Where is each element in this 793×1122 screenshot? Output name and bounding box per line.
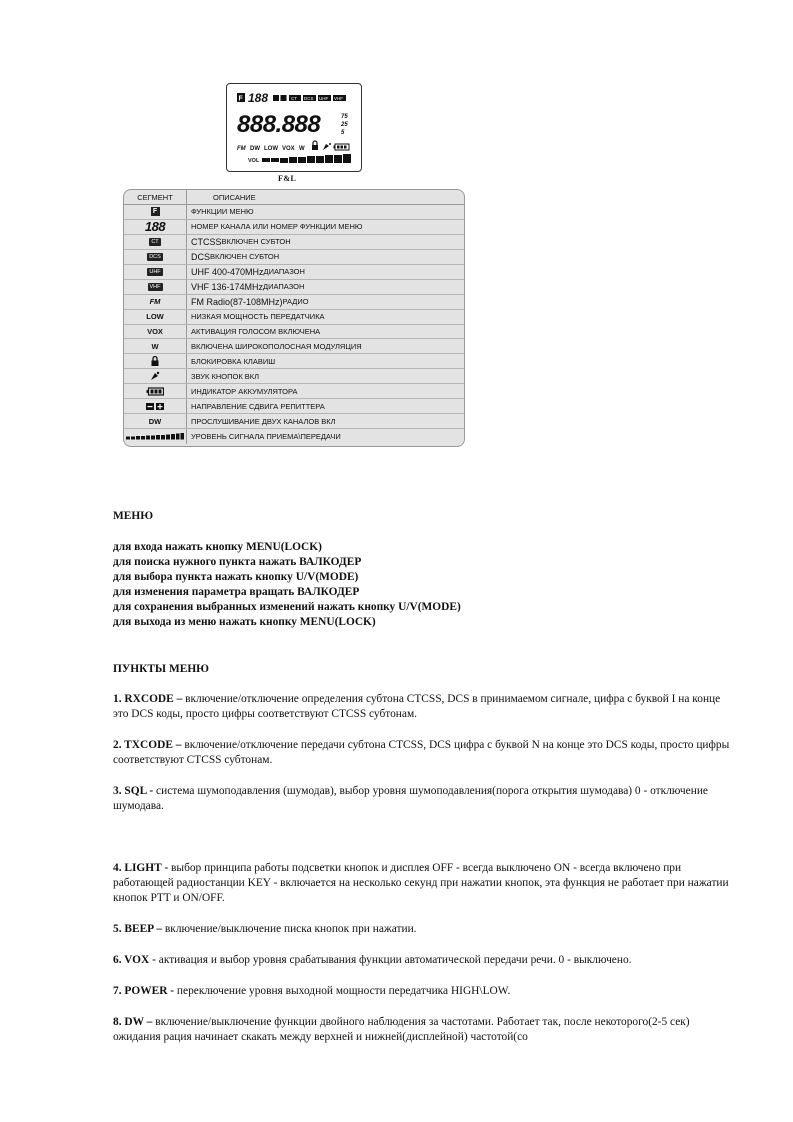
shift-icon (145, 402, 165, 411)
svg-text:75: 75 (341, 114, 348, 120)
menu-step: для сохранения выбранных изменений нажать кнопку U/V(MODE) (113, 601, 461, 613)
menu-step: для выбора пункта нажать кнопку U/V(MODE) (113, 571, 359, 583)
beep-icon (150, 371, 160, 381)
menu-item-txcode: 2. TXCODE – включение/отключение передачи субтона CTCSS, DCS цифра с буквой N на конце это DCS коды, просто цифры соответствуют CTCSS субтонам. (113, 739, 730, 766)
menu-items-title: ПУНКТЫ МЕНЮ (113, 663, 210, 675)
menu-item-dw: 8. DW – включение/выключение функции двойного наблюдения за частотами. Работает так, после некоторого(2-5 сек) ожидания рация начинает скакать между верхней и нижней(дисплейной) частотой(со (113, 1016, 690, 1043)
menu-item-beep: 5. BEEP – включение/выключение писка кнопок при нажатии. (113, 923, 417, 935)
svg-text:UHF: UHF (319, 96, 329, 101)
menu-title: МЕНЮ (113, 510, 154, 522)
table-row: LOW НИЗКАЯ МОЩНОСТЬ ПЕРЕДАТЧИКА (124, 310, 464, 325)
low-symbol: LOW (146, 312, 164, 322)
table-row: ЗВУК КНОПОК ВКЛ (124, 369, 464, 384)
table-row: VHF VHF 136-174MHz ДИАПАЗОН (124, 280, 464, 295)
svg-text:DCS: DCS (304, 96, 314, 101)
lcd-f-letter: F (238, 95, 243, 103)
menu-item-vox: 6. VOX - активация и выбор уровня срабатывания функции автоматической передачи речи. 0 - выключено. (113, 954, 632, 966)
table-row: 188 НОМЕР КАНАЛА ИЛИ НОМЕР ФУНКЦИИ МЕНЮ (124, 220, 464, 235)
segment-table (123, 189, 465, 447)
menu-item-light: 4. LIGHT - выбор принципа работы подсветки кнопок и дисплея OFF - всегда выключено ON - всегда включено при работающей радиостанции KEY - включается на несколько секунд при нажатии кнопок, эта функция не работает при нажатии кнопок PTT и ON/OFF. (113, 862, 729, 904)
svg-text:CT: CT (291, 96, 297, 101)
beep-icon (323, 143, 331, 150)
vhf-badge: VHF (149, 283, 161, 290)
fm-symbol: FM (149, 297, 161, 307)
table-row: ИНДИКАТОР АККУМУЛЯТОРА (124, 384, 464, 399)
ct-badge: CT (151, 238, 159, 245)
signal-bar-icon (262, 154, 351, 163)
table-row: УРОВЕНЬ СИГНАЛА ПРИЕМА\ПЕРЕДАЧИ (124, 429, 464, 444)
brand-logo: F&L (278, 174, 297, 183)
dw-symbol: DW (148, 416, 162, 426)
header-description: ОПИСАНИЕ (213, 192, 256, 202)
menu-step: для поиска нужного пункта нажать ВАЛКОДЕР (113, 556, 362, 568)
battery-icon (146, 387, 164, 396)
lcd-segments-graphic (227, 84, 361, 171)
menu-step: для выхода из меню нажать кнопку MENU(LOCK) (113, 616, 376, 628)
table-row: НАПРАВЛЕНИЕ СДВИГА РЕПИТТЕРА (124, 399, 464, 414)
menu-item-sql: 3. SQL - система шумоподавления (шумодав), выбор уровня шумоподавления(порога открытия шумодава) 0 - отключение шумодава. (113, 785, 708, 812)
function-f-icon: F (151, 207, 160, 216)
lcd-channel-digits: 188 (248, 91, 269, 105)
svg-text:LOW: LOW (264, 146, 278, 152)
minus-shift-icon (273, 95, 279, 101)
table-row: DCS DCS ВКЛЮЧЕН СУБТОН (124, 250, 464, 265)
svg-text:25: 25 (341, 122, 348, 128)
svg-text:W: W (299, 146, 305, 152)
menu-step: для изменения параметра вращать ВАЛКОДЕР (113, 586, 360, 598)
menu-item-power: 7. POWER - переключение уровня выходной мощности передатчика HIGH\LOW. (113, 985, 511, 997)
svg-text:5: 5 (341, 130, 345, 136)
table-row: VOX АКТИВАЦИЯ ГОЛОСОМ ВКЛЮЧЕНА (124, 325, 464, 340)
lock-icon (150, 356, 160, 366)
signal-bar-icon (126, 433, 184, 441)
plus-shift-icon (281, 95, 287, 101)
lcd-display-illustration (226, 83, 362, 172)
svg-text:VOL: VOL (248, 158, 260, 164)
wide-symbol: W (151, 341, 159, 351)
table-row: DW ПРОСЛУШИВАНИЕ ДВУХ КАНАЛОВ ВКЛ (124, 414, 464, 429)
vox-symbol: VOX (147, 326, 163, 336)
dcs-badge: DCS (149, 253, 161, 260)
lock-icon (312, 141, 318, 150)
svg-text:FM: FM (237, 146, 246, 152)
table-row: CT CTCSS ВКЛЮЧЕН СУБТОН (124, 235, 464, 250)
menu-step: для входа нажать кнопку MENU(LOCK) (113, 541, 322, 553)
table-row: БЛОКИРОВКА КЛАВИШ (124, 354, 464, 369)
table-row: FM FM Radio(87-108MHz) РАДИО (124, 295, 464, 310)
header-segment: СЕГМЕНТ (124, 190, 187, 204)
uhf-badge: UHF (149, 268, 161, 275)
table-row: UHF UHF 400-470MHz ДИАПАЗОН (124, 265, 464, 280)
svg-text:VHF: VHF (334, 96, 343, 101)
battery-icon (334, 144, 350, 150)
svg-text:DW: DW (250, 146, 260, 152)
table-header (124, 190, 464, 205)
channel-digits-symbol: 188 (144, 219, 166, 235)
table-row: F ФУНКЦИИ МЕНЮ (124, 205, 464, 220)
lcd-frequency-digits: 888.888 (237, 111, 321, 138)
svg-text:VOX: VOX (282, 146, 295, 152)
table-row: W ВКЛЮЧЕНА ШИРОКОПОЛОСНАЯ МОДУЛЯЦИЯ (124, 339, 464, 354)
menu-item-rxcode: 1. RXCODE – включение/отключение определения субтона CTCSS, DCS в принимаемом сигнале, цифра с буквой I на конце это DCS коды, просто цифры соответствуют CTCSS субтонам. (113, 693, 721, 720)
